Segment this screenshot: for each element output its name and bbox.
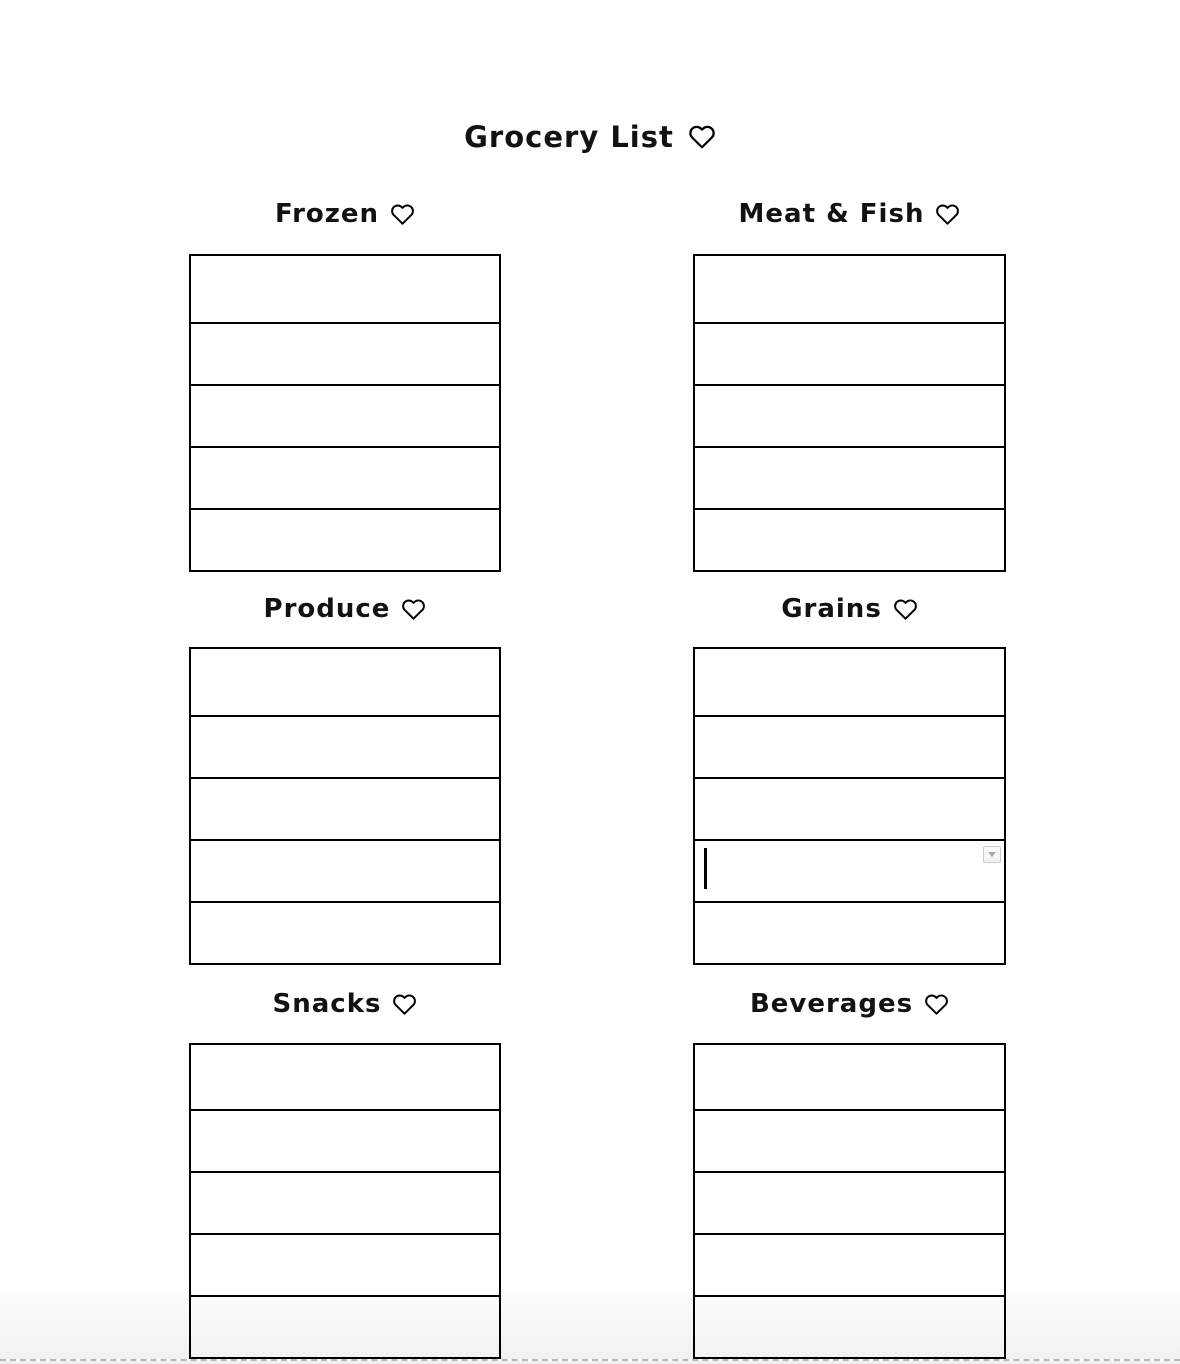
heart-icon <box>924 992 949 1017</box>
section-label: Produce <box>263 594 391 624</box>
table-cell[interactable] <box>695 256 1004 322</box>
section-label: Frozen <box>274 199 380 229</box>
table-produce <box>189 647 501 965</box>
table-cell[interactable] <box>191 1233 499 1295</box>
cell-dropdown-button[interactable] <box>983 846 1001 863</box>
table-cell[interactable] <box>695 649 1004 715</box>
table-frozen <box>189 254 501 572</box>
table-cell[interactable] <box>191 1171 499 1233</box>
table-cell[interactable] <box>695 1109 1004 1171</box>
table-cell[interactable] <box>191 1295 499 1357</box>
table-cell[interactable] <box>191 715 499 777</box>
table-cell[interactable] <box>695 901 1004 963</box>
table-cell[interactable] <box>191 256 499 322</box>
heart-icon <box>401 597 426 622</box>
table-snacks <box>189 1043 501 1359</box>
heart-icon <box>893 597 918 622</box>
section-header-meat-fish <box>693 195 1006 233</box>
page-title <box>0 120 1180 154</box>
table-cell[interactable] <box>191 446 499 508</box>
section-header-snacks <box>189 985 501 1023</box>
heart-icon <box>935 202 960 227</box>
table-cell[interactable] <box>695 384 1004 446</box>
table-cell-active[interactable] <box>695 839 1004 901</box>
table-cell[interactable] <box>191 1109 499 1171</box>
page-title-text: Grocery List <box>464 120 674 154</box>
section-header-produce <box>189 590 501 628</box>
table-cell[interactable] <box>695 715 1004 777</box>
table-grains <box>693 647 1006 965</box>
chevron-down-icon <box>988 852 996 857</box>
text-cursor <box>704 848 707 889</box>
table-cell[interactable] <box>191 649 499 715</box>
table-beverages <box>693 1043 1006 1359</box>
table-cell[interactable] <box>191 322 499 384</box>
table-cell[interactable] <box>191 839 499 901</box>
table-cell[interactable] <box>695 508 1004 570</box>
table-cell[interactable] <box>191 508 499 570</box>
heart-icon <box>390 202 415 227</box>
table-cell[interactable] <box>695 1045 1004 1109</box>
heart-icon <box>392 992 417 1017</box>
table-cell[interactable] <box>191 901 499 963</box>
table-cell[interactable] <box>191 777 499 839</box>
table-cell[interactable] <box>695 1295 1004 1357</box>
section-header-grains <box>693 590 1006 628</box>
section-label: Beverages <box>749 989 914 1019</box>
section-label: Grains <box>781 594 882 624</box>
table-cell[interactable] <box>695 322 1004 384</box>
table-cell[interactable] <box>695 446 1004 508</box>
table-cell[interactable] <box>695 1171 1004 1233</box>
table-cell[interactable] <box>191 1045 499 1109</box>
table-cell[interactable] <box>695 777 1004 839</box>
table-cell[interactable] <box>191 384 499 446</box>
heart-icon <box>688 123 716 151</box>
section-header-beverages <box>693 985 1006 1023</box>
section-header-frozen <box>189 195 501 233</box>
section-label: Meat & Fish <box>738 199 925 229</box>
table-cell[interactable] <box>695 1233 1004 1295</box>
section-label: Snacks <box>272 989 382 1019</box>
table-meat-fish <box>693 254 1006 572</box>
